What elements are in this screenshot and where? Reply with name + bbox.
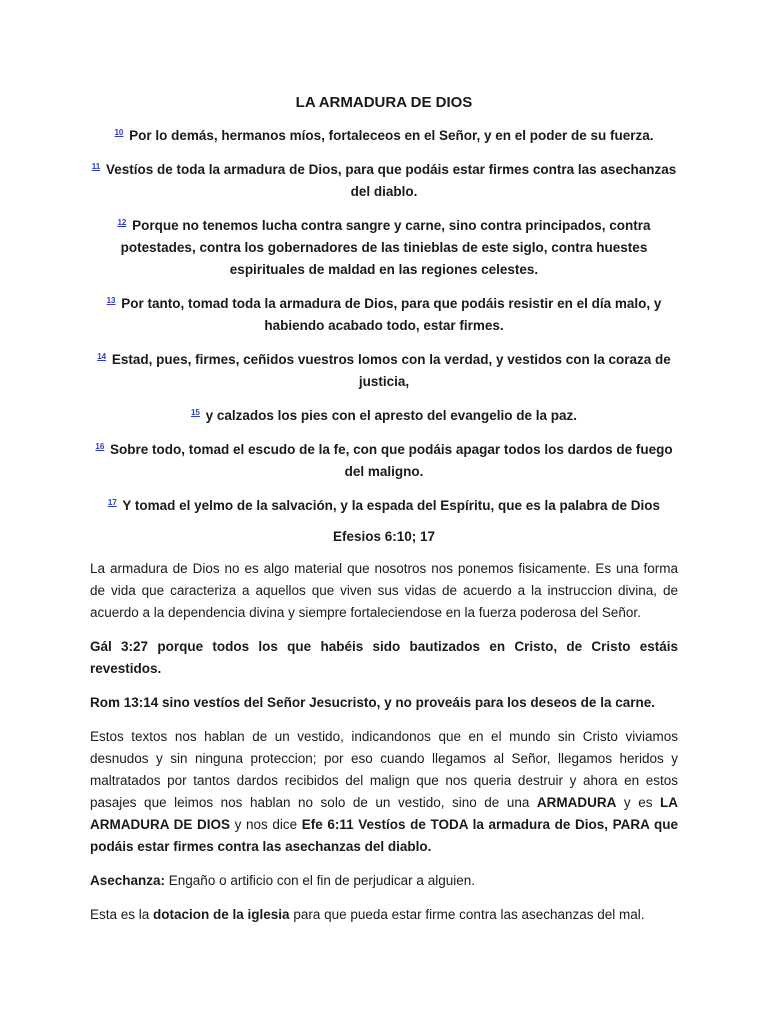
- definition-paragraph: [90, 870, 678, 892]
- body-text: Estos textos nos hablan de un vestido, indicandonos que en el mundo sin Cristo viviamos desnudos y sin ninguna proteccion; por eso cuando llegamos al Señor, llegamos heridos y maltratados por tantos dardos recibidos del malign que nos queria destruir y ahora en estos pasajes que leimos nos hablan no solo de un vestido, sino de una: [90, 729, 678, 810]
- verse-number-link[interactable]: 14: [97, 351, 107, 361]
- intro-paragraph: La armadura de Dios no es algo material que nosotros nos ponemos fisicamente. Es una forma de vida que caracteriza a aquellos que viven sus vidas de acuerdo a la instruccion divina, de acuerdo a la dependencia divina y siempre fortaleciendose en la fuerza poderosa del Señor.: [90, 561, 678, 620]
- verse-number-link[interactable]: 11: [91, 161, 101, 171]
- verse-17: [90, 495, 678, 517]
- verse-text: y calzados los pies con el apresto del evangelio de la paz.: [205, 408, 578, 423]
- body-emphasis: LA ARMADURA DE DIOS: [90, 795, 679, 832]
- verse-number-link[interactable]: 16: [95, 441, 105, 451]
- closing-text: para que pueda estar firme contra las asechanzas del mal.: [289, 907, 645, 922]
- romans-quote: Rom 13:14 sino vestíos del Señor Jesucristo, y no proveáis para los deseos de la carne.: [90, 695, 655, 710]
- verse-text: Sobre todo, tomad el escudo de la fe, con que podáis apagar todos los dardos de fuego del maligno.: [110, 442, 673, 479]
- body-paragraph: [90, 726, 678, 858]
- verse-16: [90, 439, 678, 483]
- verse-number-link[interactable]: 10: [114, 127, 124, 137]
- closing-paragraph: [90, 904, 678, 926]
- verse-15: [90, 405, 678, 427]
- verse-12: [90, 215, 678, 281]
- verse-14: [90, 349, 678, 393]
- verse-text: Porque no tenemos lucha contra sangre y carne, sino contra principados, contra potestades, contra los gobernadores de las tinieblas de este siglo, contra huestes espirituales de maldad en las regiones celestes.: [120, 218, 651, 277]
- verse-text: Estad, pues, firmes, ceñidos vuestros lomos con la verdad, y vestidos con la coraza de justicia,: [111, 352, 671, 389]
- verse-number-link[interactable]: 15: [190, 407, 200, 417]
- verse-10: [90, 125, 678, 147]
- verse-13: [90, 293, 678, 337]
- definition-term: Asechanza:: [90, 873, 166, 888]
- body-text: y es: [616, 795, 661, 810]
- verse-number-link[interactable]: 17: [107, 497, 117, 507]
- scripture-reference: Efesios 6:10; 17: [332, 529, 436, 544]
- verse-text: Por lo demás, hermanos míos, fortaleceos en el Señor, y en el poder de su fuerza.: [129, 128, 654, 143]
- verse-text: Y tomad el yelmo de la salvación, y la espada del Espíritu, que es la palabra de Dios: [122, 498, 661, 513]
- verse-text: Vestíos de toda la armadura de Dios, para que podáis estar firmes contra las asechanzas del diablo.: [106, 162, 677, 199]
- definition-text: Engaño o artificio con el fin de perjudicar a alguien.: [165, 873, 475, 888]
- body-emphasis: ARMADURA: [536, 795, 617, 810]
- galatians-quote: Gál 3:27 porque todos los que habéis sido bautizados en Cristo, de Cristo estáis revestidos.: [90, 639, 678, 676]
- closing-emphasis: dotacion de la iglesia: [153, 907, 290, 922]
- verse-number-link[interactable]: 13: [106, 295, 116, 305]
- page-title: LA ARMADURA DE DIOS: [295, 94, 473, 111]
- body-text: y nos dice: [229, 817, 302, 832]
- verse-11: [90, 159, 678, 203]
- verse-text: Por tanto, tomad toda la armadura de Dios, para que podáis resistir en el día malo, y habiendo acabado todo, estar firmes.: [121, 296, 662, 333]
- body-emphasis: Efe 6:11 Vestíos de TODA la armadura de Dios, PARA que podáis estar firmes contra las asechanzas del diablo.: [90, 817, 678, 854]
- verse-number-link[interactable]: 12: [117, 217, 127, 227]
- closing-text: Esta es la: [90, 907, 154, 922]
